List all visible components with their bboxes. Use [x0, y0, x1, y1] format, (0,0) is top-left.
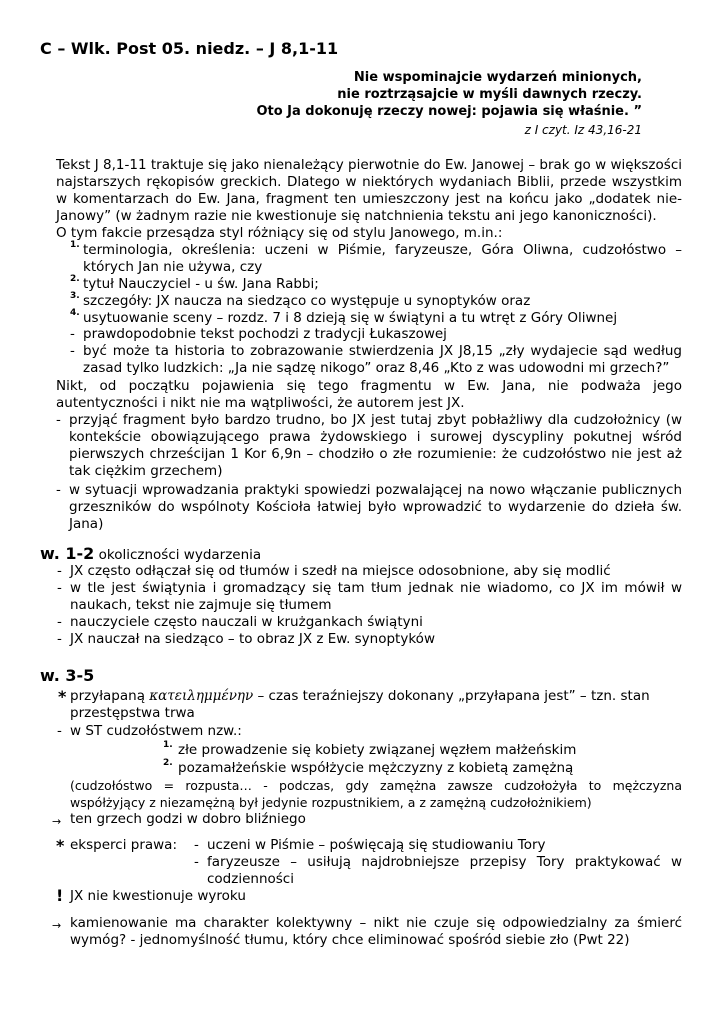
neighbour-text: ten grzech godzi w dobro bliźniego	[70, 811, 306, 827]
list-number: 4.	[70, 308, 80, 318]
quote-source: z I czyt. Iz 43,16-21	[524, 123, 642, 137]
list-item: - faryzeusze – usiłują najdrobniejsze przepisy Tory praktykować w codzienności	[207, 854, 682, 888]
quote-line-1: Nie wspominajcie wydarzeń minionych,	[353, 70, 642, 85]
asterisk-marker: *	[56, 836, 65, 855]
numbered-list-style	[70, 240, 682, 327]
section-w1-2-heading	[40, 545, 680, 564]
section-label: w. 1-2	[40, 544, 95, 563]
adultery-explanation: (cudzołóstwo = rozpusta… - podczas, gdy zamężna zawsze cudzołożyła to mężczyzna współżyjący z niezamężną był jedynie rozpustnikiem, a z zamężną cudzołożnikiem)	[70, 778, 682, 810]
caught-note	[58, 688, 682, 722]
list-number: 1.	[70, 240, 80, 250]
quote-line-3: Oto Ja dokonuję rzeczy nowej: pojawia się właśnie. ”	[256, 104, 642, 119]
list-item: - w ST cudzołóstwem nzw.:	[70, 723, 682, 740]
bullet-list-reasons	[69, 412, 682, 533]
list-item	[70, 308, 682, 327]
list-item-text: tytuł Nauczyciel - u św. Jana Rabbi;	[83, 276, 319, 292]
intro-paragraph: Tekst J 8,1-11 traktuje się jako nienależący pierwotnie do Ew. Janowej – brak go w większości najstarszych rękopisów greckich. Dlatego w niektórych wydaniach Biblii, przede wszystkim w komentarzach do Ew. Jana, fragment ten umieszczony jest na końcu jako „dodatek nie-Janowy” (w żadnym razie nie kwestionuje się natchnienia tekstu ani jego kanoniczności).	[56, 157, 682, 224]
stoning-text: kamienowanie ma charakter kolektywny – nikt nie czuje się odpowiedzialny za śmierć wymóg? - jednomyślność tłumu, który chce eliminować spośród siebie zło (Pwt 22)	[70, 915, 682, 948]
list-item: - w sytuacji wprowadzania praktyki spowiedzi pozwalającej na nowo włączanie publicznych grzeszników do wspólnoty Kościoła łatwiej było wprowadzić to wydarzenie do dzieła św. Jana)	[69, 482, 682, 533]
epigraph-quote	[200, 69, 642, 120]
section-heading-text: okoliczności wydarzenia	[94, 547, 262, 563]
list-item: - w tle jest świątynia i gromadzący się tam tłum jednak nie wiadomo, co JX im mówił w naukach, tekst nie zajmuje się tłumem	[70, 580, 682, 614]
bullet-list-origin	[83, 326, 682, 377]
list-item-text: pozamałżeńskie współżycie mężczyzny z kobietą zamężną	[178, 760, 574, 776]
list-item	[163, 758, 678, 777]
quote-line-2: nie roztrząsajcie w myśli dawnych rzeczy.	[337, 87, 642, 102]
greek-term: κατειλημμένην	[149, 688, 254, 704]
list-number: 1.	[163, 740, 173, 750]
list-item-text: szczegóły: JX naucza na siedząco co występuje u synoptyków oraz	[83, 293, 531, 309]
list-item	[70, 291, 682, 310]
document-title: C – Wlk. Post 05. niedz. – J 8,1-11	[40, 39, 339, 58]
list-item-text: usytuowanie sceny – rozdz. 7 i 8 dzieją się w świątyni a tu wtręt z Góry Oliwnej	[83, 310, 618, 326]
list-item: - JX często odłączał się od tłumów i szedł na miejsce odosobnione, aby się modlić	[70, 563, 682, 580]
list-item	[70, 240, 682, 276]
list-item: - prawdopodobnie tekst pochodzi z tradycji Łukaszowej	[83, 326, 682, 343]
arrow-icon: →	[52, 815, 62, 828]
list-item	[163, 740, 678, 759]
caught-text-end: – czas teraźniejszy dokonany „przyłapana jest” – tzn. stan przestępstwa trwa	[70, 688, 650, 721]
experts-label: eksperci prawa:	[70, 837, 178, 853]
list-item-text: terminologia, określenia: uczeni w Piśmie, faryzeusze, Góra Oliwna, cudzołóstwo – których Jan nie używa, czy	[83, 242, 682, 275]
bullet-list-ot	[70, 723, 682, 740]
list-item-text: złe prowadzenie się kobiety związanej węzłem małżeńskim	[178, 742, 577, 758]
arrow-icon: →	[52, 919, 62, 932]
experts-list	[207, 837, 682, 888]
stoning-note	[52, 915, 682, 949]
asterisk-marker: *	[58, 687, 67, 706]
list-item: - JX nauczał na siedząco – to obraz JX z Ew. synoptyków	[70, 631, 682, 648]
list-number: 2.	[163, 758, 173, 768]
caught-text-start: przyłapaną	[70, 688, 150, 704]
authenticity-paragraph: Nikt, od początku pojawienia się tego fragmentu w Ew. Jana, nie podważa jego autentyczności i nikt nie ma wątpliwości, że autorem jest JX.	[56, 378, 682, 411]
list-item: - uczeni w Piśmie – poświęcają się studiowaniu Tory	[207, 837, 682, 854]
list-item: - nauczyciele często nauczali w krużgankach świątyni	[70, 614, 682, 631]
list-item: - przyjąć fragment było bardzo trudno, bo JX jest tutaj zbyt pobłażliwy dla cudzołożnicy (w kontekście obowiązującego prawa żydowskiego i surowej dyscypliny pokutnej wśród pierwszych chrześcijan 1 Kor 6,9n – chodziło o złe rozumienie: że cudzołóstwo nie jest aż tak ciężkim grzechem)	[69, 412, 682, 480]
list-item: - być może ta historia to zobrazowanie stwierdzenia JX J8,15 „zły wydajecie sąd według zasad tylko ludzkich: „Ja nie sądzę nikogo” oraz 8,46 „Kto z was udowodni mi grzech?”	[83, 343, 682, 377]
bullet-list-w1-2	[70, 563, 682, 648]
intro-style-line: O tym fakcie przesądza styl różniący się od stylu Janowego, m.in.:	[56, 225, 503, 241]
section-w3-5-heading: w. 3-5	[40, 666, 95, 685]
exclamation-icon: !	[56, 886, 64, 905]
numbered-list-adultery	[163, 740, 678, 777]
list-number: 3.	[70, 291, 80, 301]
verdict-text: JX nie kwestionuje wyroku	[70, 888, 246, 904]
list-number: 2.	[70, 274, 80, 284]
list-item	[70, 274, 682, 293]
